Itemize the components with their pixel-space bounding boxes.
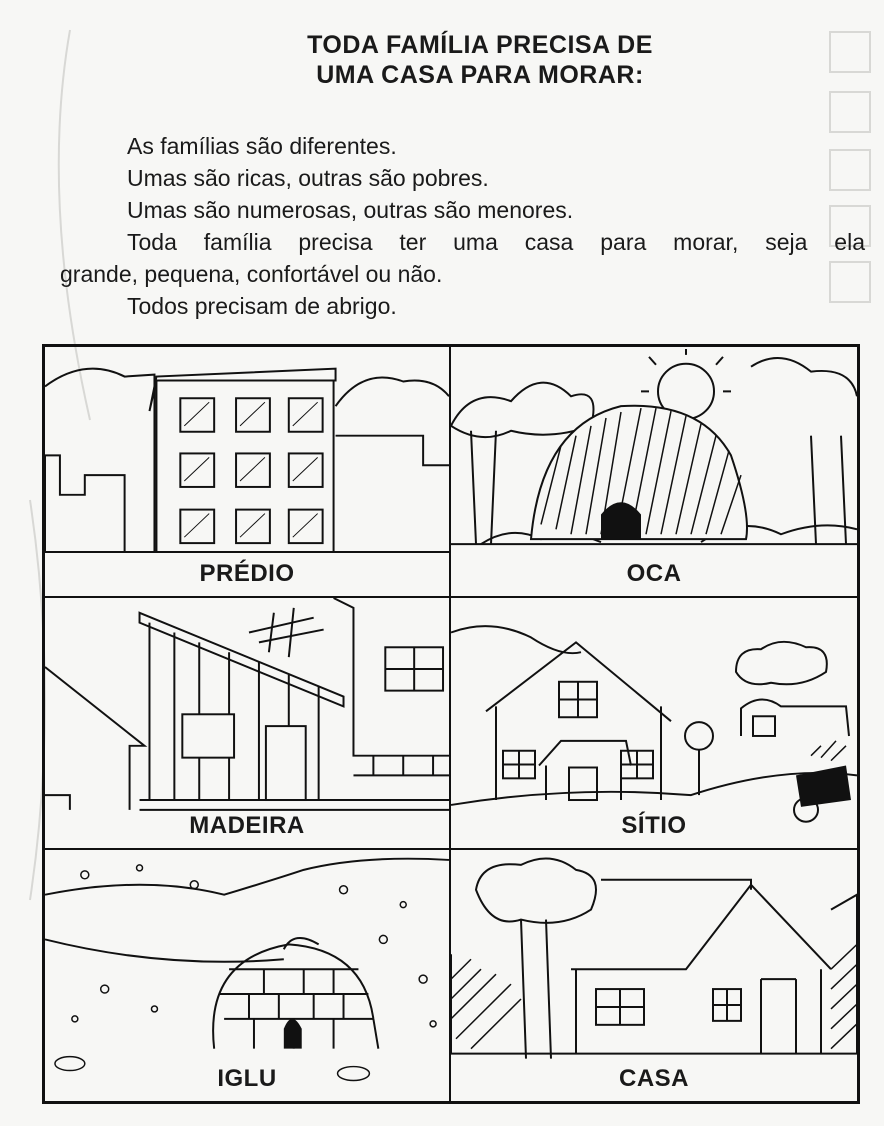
title-line-2: UMA CASA PARA MORAR: [316, 61, 644, 89]
text-line-4: Toda família precisa ter uma casa para morar, seja ela [127, 229, 865, 255]
wooden-house-illustration [45, 598, 449, 847]
panel-iglu [45, 850, 451, 1101]
building-illustration [45, 347, 449, 596]
oca-hut-illustration [451, 347, 857, 596]
text-line-3: Umas são numerosas, outras são menores. [127, 197, 574, 223]
panel-madeira [45, 598, 451, 849]
igloo-illustration [45, 850, 449, 1101]
text-line-2: Umas são ricas, outras são pobres. [127, 165, 489, 191]
panel-sitio [451, 598, 857, 849]
label-madeira: MADEIRA [189, 811, 305, 839]
farm-illustration [451, 598, 857, 847]
label-sitio: SÍTIO [621, 811, 687, 839]
label-oca: OCA [626, 560, 682, 588]
panel-predio [45, 347, 451, 598]
label-casa: CASA [618, 1064, 689, 1092]
housing-panels-grid [42, 344, 860, 1104]
label-iglu: IGLU [217, 1064, 277, 1092]
title-line-1: TODA FAMÍLIA PRECISA DE [307, 31, 653, 59]
text-line-5: Todos precisam de abrigo. [127, 293, 397, 319]
text-line-4-continued: grande, pequena, confortável ou não. [60, 261, 443, 287]
text-line-1: As famílias são diferentes. [127, 133, 397, 159]
label-predio: PRÉDIO [199, 560, 295, 588]
panel-oca [451, 347, 857, 598]
intro-text [60, 130, 865, 322]
page-title [200, 30, 760, 90]
house-illustration [451, 850, 857, 1101]
panel-casa [451, 850, 857, 1101]
